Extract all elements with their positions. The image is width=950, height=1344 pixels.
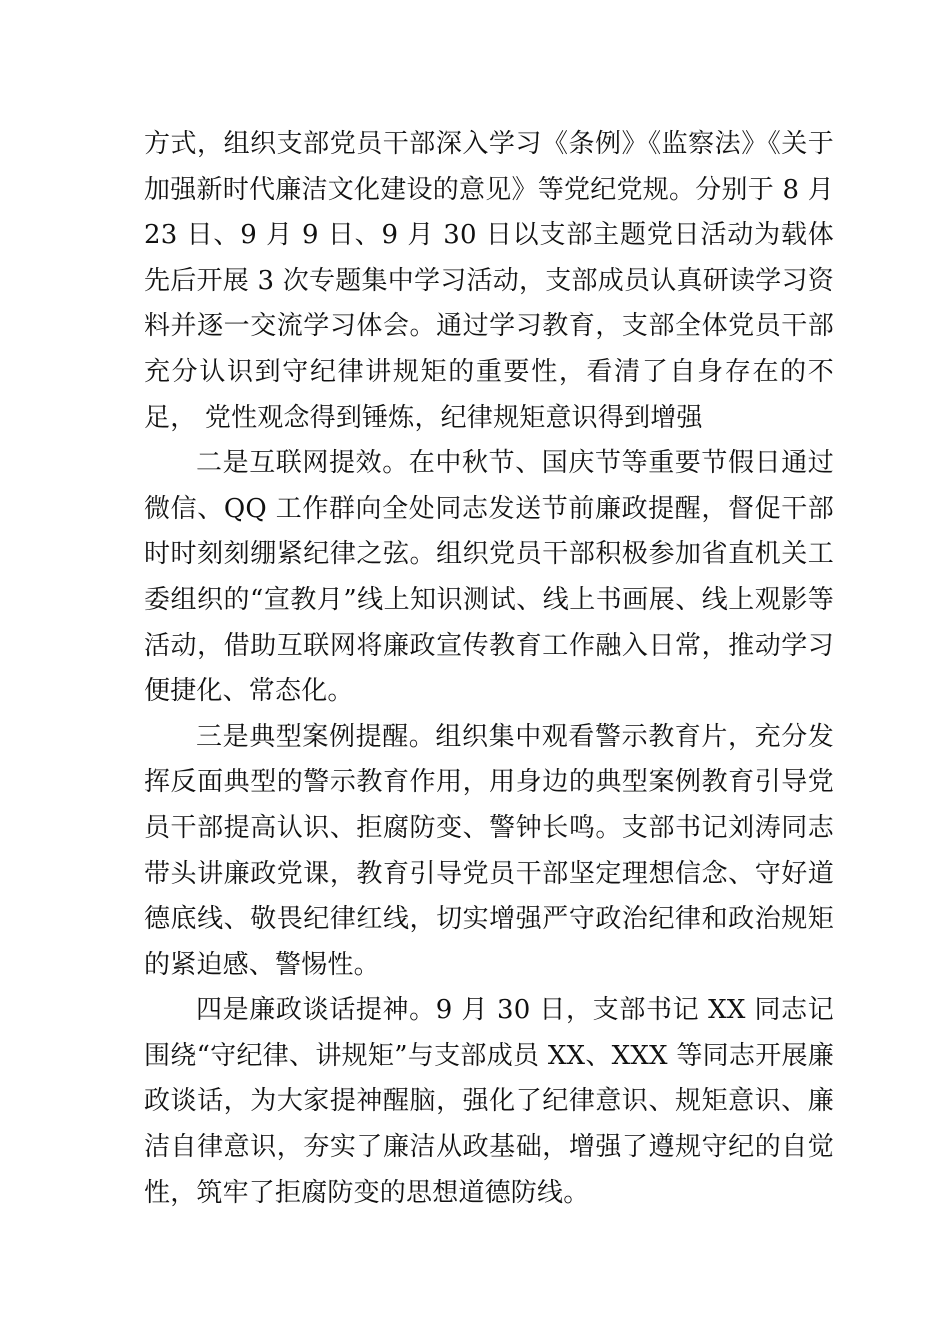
- document-body: [144, 122, 834, 1216]
- paragraph-typical-case-reminder: 三是典型案例提醒。组织集中观看警示教育片，充分发挥反面典型的警示教育作用，用身边的典型案例教育引导党员干部提高认识、拒腐防变、警钟长鸣。支部书记刘涛同志带头讲廉政党课，教育引导党员干部坚定理想信念、守好道德底线、敬畏纪律红线，切实增强严守政治纪律和政治规矩的紧迫感、警惕性。: [144, 721, 834, 980]
- paragraph-integrity-talk: 四是廉政谈话提神。9 月 30 日，支部书记 XX 同志记围绕“守纪律、讲规矩”与支部成员 XX、XXX 等同志开展廉政谈话，为大家提神醒脑，强化了纪律意识、规矩意识、廉洁自律意识，夯实了廉洁从政基础，增强了遵规守纪的自觉性，筑牢了拒腐防变的思想道德防线。: [144, 995, 834, 1208]
- paragraph-study-methods: 方式，组织支部党员干部深入学习《条例》《监察法》《关于加强新时代廉洁文化建设的意见》等党纪党规。分别于 8 月 23 日、9 月 9 日、9 月 30 日以支部主题党日活动为载体先后开展 3 次专题集中学习活动，支部成员认真研读学习资料并逐一交流学习体会。通过学习教育，支部全体党员干部充分认识到守纪律讲规矩的重要性，看清了自身存在的不足， 党性观念得到锤炼，纪律规矩意识得到增强: [144, 129, 834, 433]
- paragraph-internet-efficiency: 二是互联网提效。在中秋节、国庆节等重要节假日通过微信、QQ 工作群向全处同志发送节前廉政提醒，督促干部时时刻刻绷紧纪律之弦。组织党员干部积极参加省直机关工委组织的“宣教月”线上知识测试、线上书画展、线上观影等活动，借助互联网将廉政宣传教育工作融入日常，推动学习便捷化、常态化。: [144, 448, 834, 707]
